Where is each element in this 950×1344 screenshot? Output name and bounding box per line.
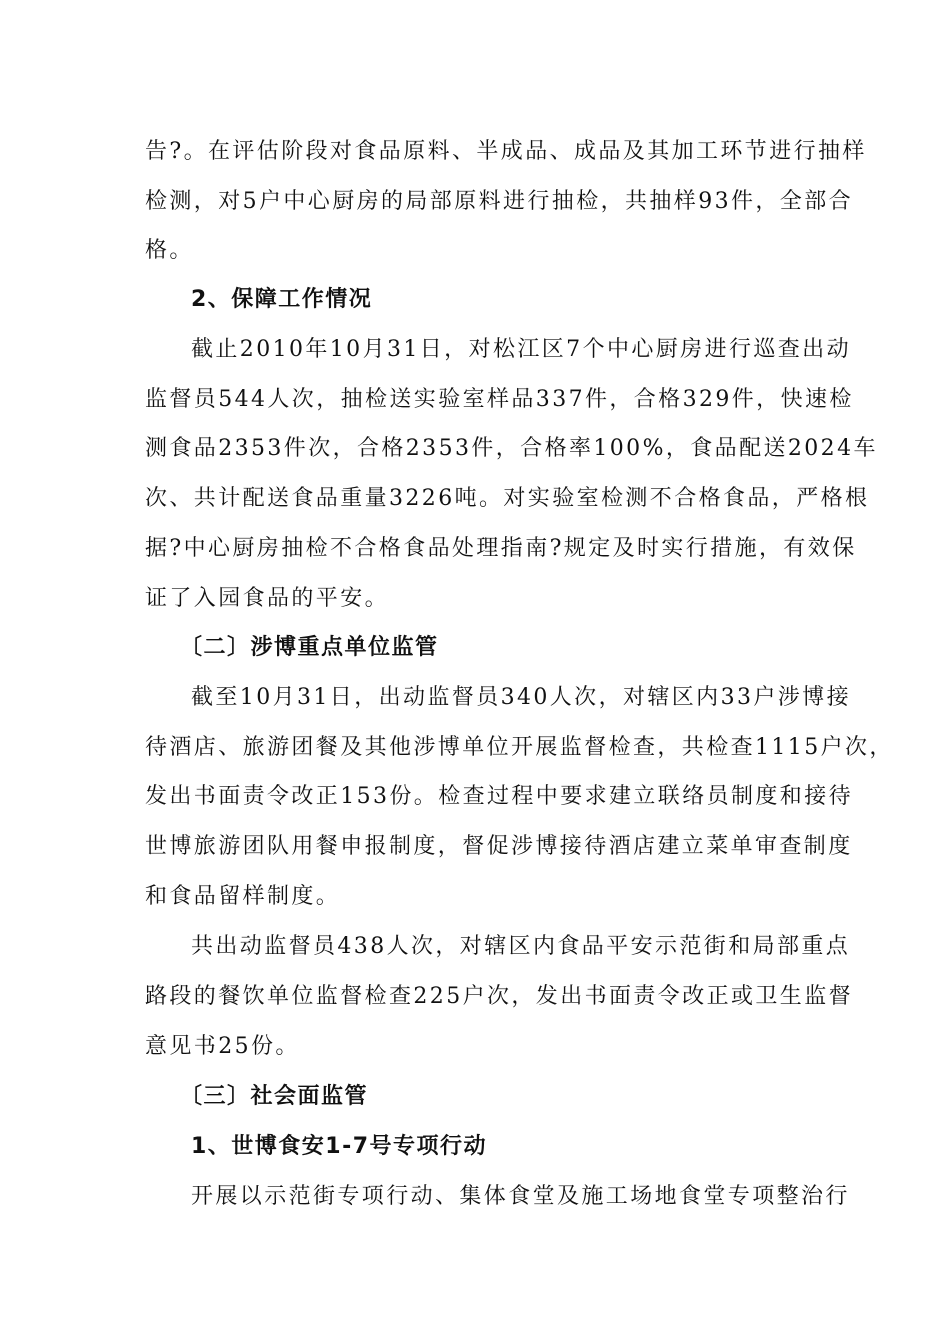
paragraph-4-line-2: 路段的餐饮单位监督检查225户次，发出书面责令改正或卫生监督 [145, 984, 853, 1009]
paragraph-1-line-2: 检测，对5户中心厨房的局部原料进行抽检，共抽样93件，全部合 [145, 189, 853, 214]
paragraph-1-line-1: 告?。在评估阶段对食品原料、半成品、成品及其加工环节进行抽样 [145, 139, 867, 164]
paragraph-4-line-1: 共出动监督员438人次，对辖区内食品平安示范街和局部重点 [191, 934, 851, 959]
paragraph-2-line-4: 次、共计配送食品重量3226吨。对实验室检测不合格食品，严格根 [145, 486, 870, 511]
section-heading-guarantee-work: 2、保障工作情况 [191, 287, 373, 312]
paragraph-3-line-1: 截至10月31日，出动监督员340人次，对辖区内33户涉博接 [191, 685, 851, 710]
paragraph-1-line-3: 格。 [145, 238, 194, 263]
paragraph-2-line-1: 截止2010年10月31日，对松江区7个中心厨房进行巡查出动 [191, 337, 851, 362]
paragraph-4-line-3: 意见书25份。 [145, 1034, 300, 1059]
paragraph-2-line-2: 监督员544人次，抽检送实验室样品337件，合格329件，快速检 [145, 387, 854, 412]
paragraph-3-line-3: 发出书面责令改正153份。检查过程中要求建立联络员制度和接待 [145, 784, 853, 809]
section-heading-social-supervision: 〔三〕社会面监管 [180, 1084, 369, 1109]
paragraph-2-line-6: 证了入园食品的平安。 [145, 586, 390, 611]
paragraph-5-line-1: 开展以示范街专项行动、集体食堂及施工场地食堂专项整治行 [191, 1184, 850, 1209]
paragraph-3-line-4: 世博旅游团队用餐申报制度，督促涉博接待酒店建立菜单审查制度 [145, 834, 853, 859]
paragraph-2-line-3: 测食品2353件次，合格2353件，合格率100%，食品配送2024车 [145, 436, 878, 461]
section-heading-expo-units: 〔二〕涉博重点单位监管 [180, 635, 439, 660]
section-heading-expo-food-safety-actions: 1、世博食安1-7号专项行动 [191, 1134, 488, 1159]
paragraph-3-line-2: 待酒店、旅游团餐及其他涉博单位开展监督检查，共检查1115户次， [145, 735, 894, 760]
paragraph-2-line-5: 据?中心厨房抽检不合格食品处理指南?规定及时实行措施，有效保 [145, 536, 857, 561]
paragraph-3-line-5: 和食品留样制度。 [145, 884, 341, 909]
